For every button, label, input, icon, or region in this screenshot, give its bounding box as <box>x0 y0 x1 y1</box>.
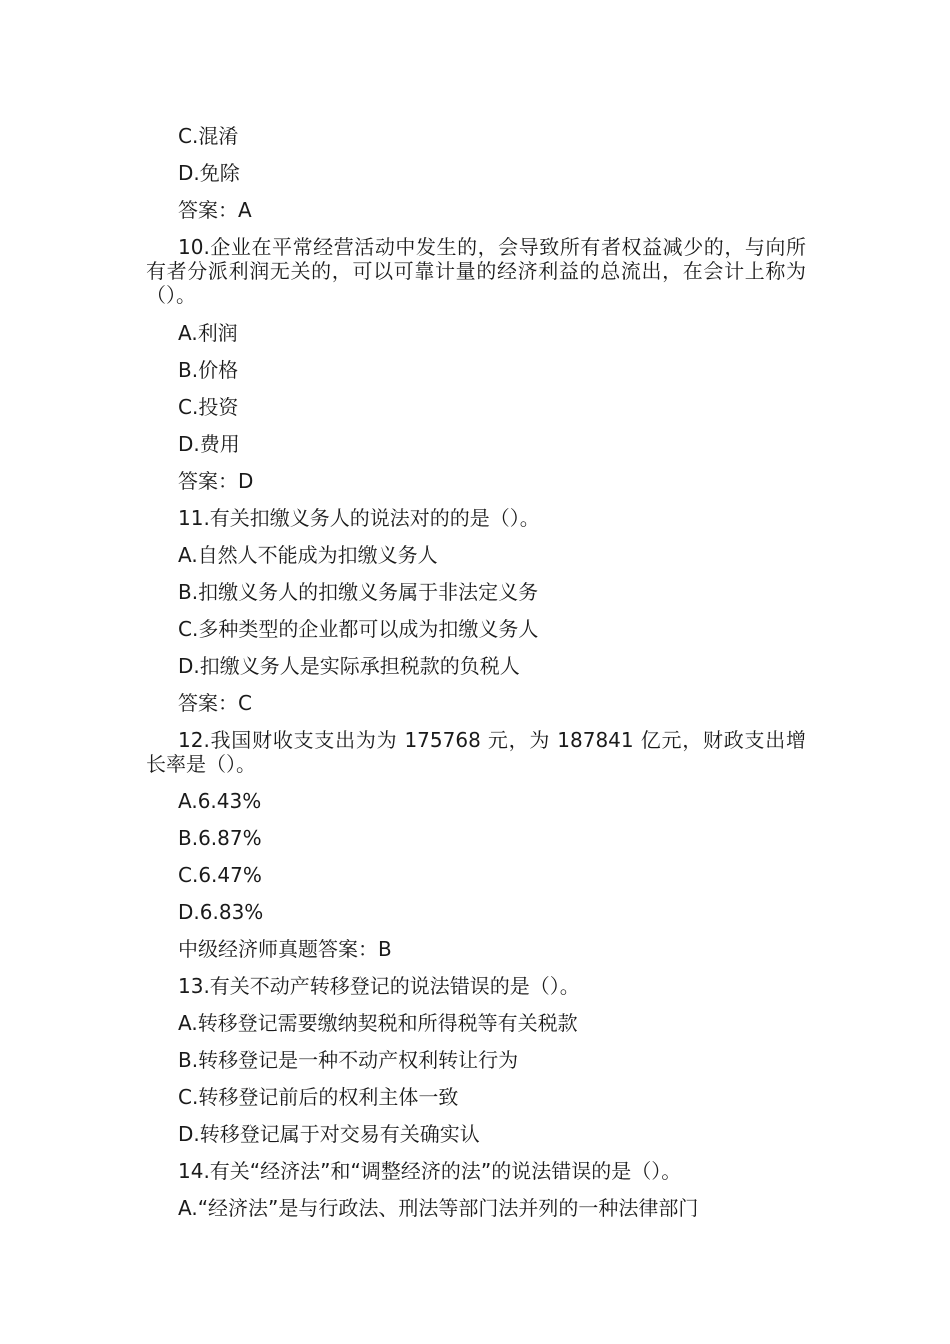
option-d: D.6.83% <box>178 900 264 924</box>
question-10: 10.企业在平常经营活动中发生的，会导致所有者权益减少的，与向所有者分派利润无关的，可以可靠计量的经济利益的总流出，在会计上称为（）。 <box>146 235 806 307</box>
option-d: D.费用 <box>178 432 240 456</box>
answer-line: 答案：A <box>178 198 252 222</box>
option-c: C.投资 <box>178 395 239 419</box>
option-d: D.转移登记属于对交易有关确实认 <box>178 1122 480 1146</box>
option-a: A.“经济法”是与行政法、刑法等部门法并列的一种法律部门 <box>178 1196 699 1220</box>
option-a: A.自然人不能成为扣缴义务人 <box>178 543 438 567</box>
option-b: B.扣缴义务人的扣缴义务属于非法定义务 <box>178 580 539 604</box>
option-d: D.扣缴义务人是实际承担税款的负税人 <box>178 654 520 678</box>
option-c: C.多种类型的企业都可以成为扣缴义务人 <box>178 617 539 641</box>
option-c: C.混淆 <box>178 124 239 148</box>
question-12: 12.我国财收支支出为为 175768 元，为 187841 亿元，财政支出增长率是（）。 <box>146 728 806 776</box>
option-c: C.6.47% <box>178 863 262 887</box>
option-d: D.免除 <box>178 161 240 185</box>
question-11: 11.有关扣缴义务人的说法对的的是（）。 <box>178 506 540 530</box>
question-13: 13.有关不动产转移登记的说法错误的是（）。 <box>178 974 580 998</box>
answer-line: 中级经济师真题答案：B <box>178 937 392 961</box>
option-c: C.转移登记前后的权利主体一致 <box>178 1085 459 1109</box>
option-a: A.利润 <box>178 321 238 345</box>
option-b: B.转移登记是一种不动产权利转让行为 <box>178 1048 519 1072</box>
option-b: B.6.87% <box>178 826 262 850</box>
answer-line: 答案：C <box>178 691 252 715</box>
option-b: B.价格 <box>178 358 239 382</box>
answer-line: 答案：D <box>178 469 254 493</box>
option-a: A.转移登记需要缴纳契税和所得税等有关税款 <box>178 1011 578 1035</box>
question-14: 14.有关“经济法”和“调整经济的法”的说法错误的是（）。 <box>178 1159 682 1183</box>
option-a: A.6.43% <box>178 789 262 813</box>
